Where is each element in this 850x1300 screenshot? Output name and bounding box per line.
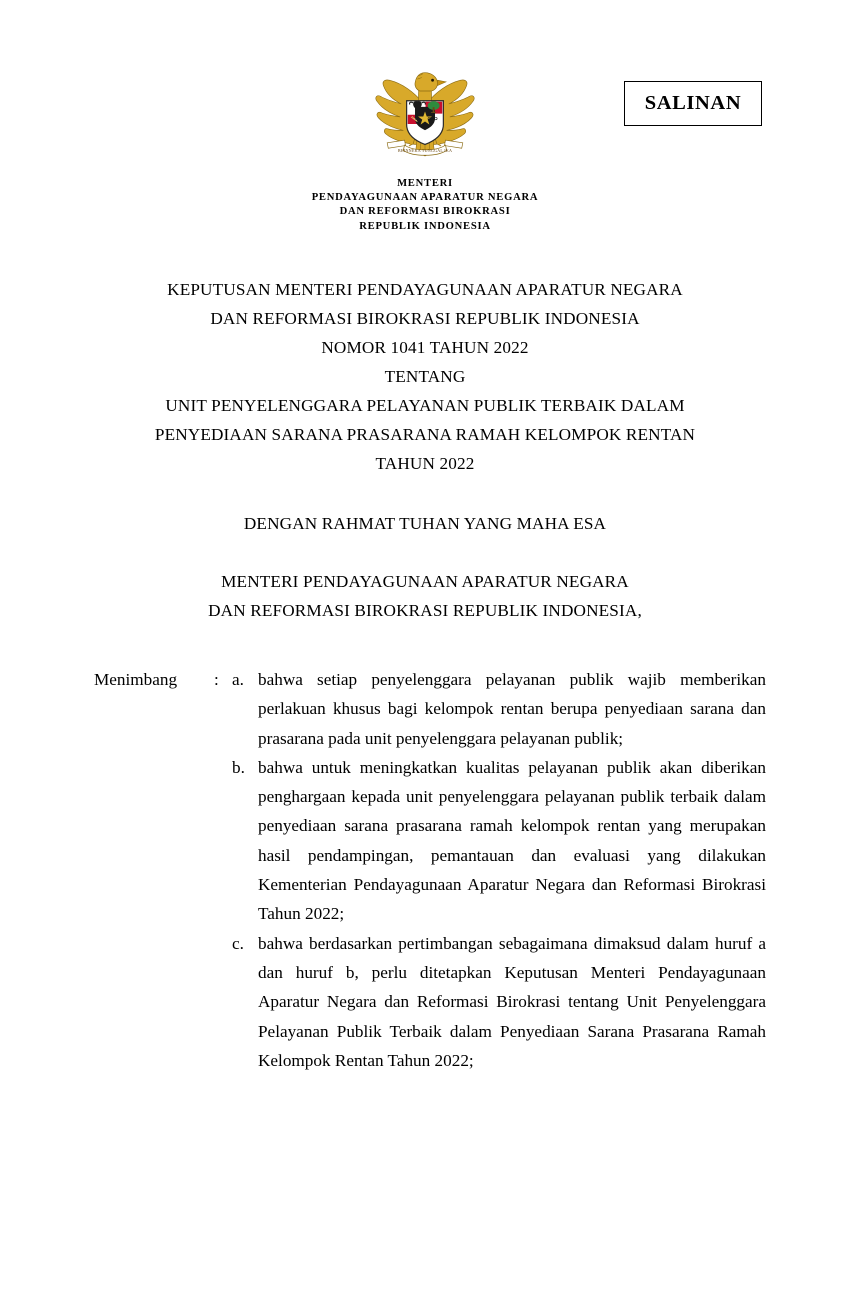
considering-item-a-marker: a.: [232, 670, 244, 689]
considering-item-b: [232, 753, 766, 929]
considering-colon: :: [214, 670, 219, 689]
preamble-authority-line-2: DAN REFORMASI BIROKRASI REPUBLIK INDONESIA,: [208, 601, 642, 620]
considering-item-a: [232, 665, 766, 753]
considering-item-c-text: bahwa berdasarkan pertimbangan sebagaimana dimaksud dalam huruf a dan huruf b, perlu ditetapkan Keputusan Menteri Pendayagunaan Aparatur Negara dan Reformasi Birokrasi tentang Unit Penyelenggara Pelayanan Publik Terbaik dalam Penyediaan Sarana Prasarana Ramah Kelompok Rentan Tahun 2022;: [258, 933, 766, 1070]
title-subject-line-1: UNIT PENYELENGGARA PELAYANAN PUBLIK TERBAIK DALAM: [165, 396, 685, 415]
letterhead-ministry-lines: [0, 177, 850, 234]
considering-section: [94, 665, 766, 1075]
considering-item-c: [232, 929, 766, 1075]
letterhead-line-3: DAN REFORMASI BIROKRASI: [339, 206, 511, 218]
considering-item-b-marker: b.: [232, 757, 245, 777]
letterhead: [0, 64, 850, 234]
preamble-authority-line-1: MENTERI PENDAYAGUNAAN APARATUR NEGARA: [221, 572, 629, 591]
garuda-pancasila-emblem: [371, 64, 479, 172]
preamble-blessing: DENGAN RAHMAT TUHAN YANG MAHA ESA: [243, 514, 607, 533]
considering-row: [94, 665, 766, 1075]
preamble: [0, 509, 850, 625]
preamble-spacer: [0, 538, 850, 567]
title-subject-line-2: PENYEDIAAN SARANA PRASARANA RAMAH KELOMPOK RENTAN: [154, 425, 696, 444]
title-year: TAHUN 2022: [375, 454, 475, 473]
salinan-stamp-label: SALINAN: [644, 92, 742, 115]
letterhead-line-1: MENTERI: [397, 178, 453, 189]
letterhead-line-2: PENDAYAGUNAAN APARATUR NEGARA: [311, 192, 539, 204]
title-line-2: DAN REFORMASI BIROKRASI REPUBLIK INDONESIA: [210, 309, 640, 328]
title-line-1: KEPUTUSAN MENTERI PENDAYAGUNAAN APARATUR NEGARA: [167, 280, 683, 299]
considering-item-a-text: bahwa setiap penyelenggara pelayanan publik wajib memberikan perlakuan khusus bagi kelompok rentan berupa penyediaan sarana dan prasarana pada unit penyelenggara pelayanan publik;: [258, 670, 766, 748]
considering-item-b-text: bahwa untuk meningkatkan kualitas pelayanan publik akan diberikan penghargaan kepada unit penyelenggara pelayanan publik terbaik dalam penyediaan sarana prasarana ramah kelompok rentan yang merupakan hasil pendampingan, pemantauan dan evaluasi yang dilakukan Kementerian Pendayagunaan Aparatur Negara dan Reformasi Birokrasi Tahun 2022;: [258, 757, 766, 924]
considering-items: [232, 665, 766, 1075]
title-tentang: TENTANG: [384, 367, 466, 386]
letterhead-line-4: REPUBLIK INDONESIA: [359, 220, 491, 232]
document-title: [0, 275, 850, 478]
title-number: NOMOR 1041 TAHUN 2022: [321, 338, 529, 357]
considering-label: Menimbang: [94, 670, 178, 689]
considering-item-c-marker: c.: [232, 933, 244, 953]
svg-text:BHINNEKA TUNGGAL IKA: BHINNEKA TUNGGAL IKA: [397, 148, 453, 154]
